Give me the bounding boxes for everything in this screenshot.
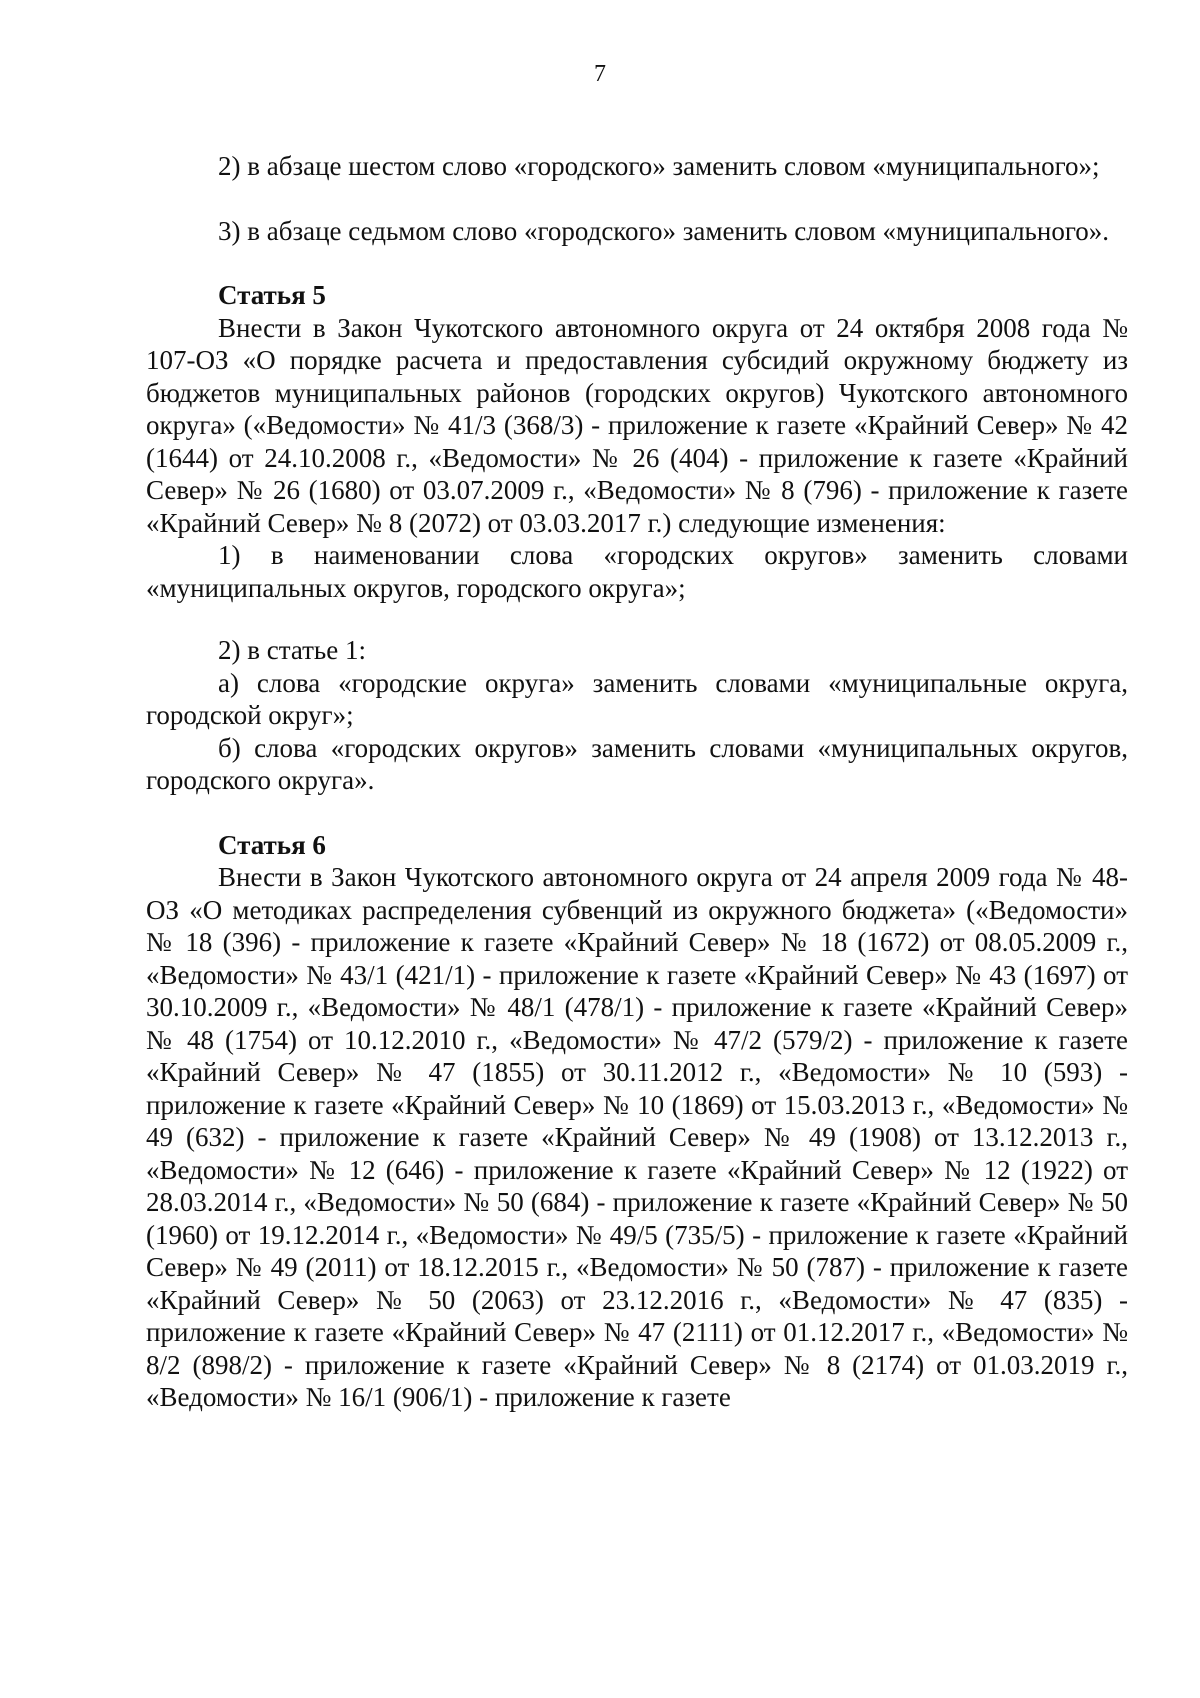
article-6-intro: Внести в Закон Чукотского автономного округа от 24 апреля 2009 года № 48-ОЗ «О методиках распределения субвенций из окружного бюджета» («Ведомости» № 18 (396) - приложение к газете «Крайний Север» № 18 (1672) от 08.05.2009 г., «Ведомости» № 43/1 (421/1) - приложение к газете «Крайний Север» № 43 (1697) от 30.10.2009 г., «Ведомости» № 48/1 (478/1) - приложение к газете «Крайний Север» № 48 (1754) от 10.12.2010 г., «Ведомости» № 47/2 (579/2) - приложение к газете «Крайний Север» № 47 (1855) от 30.11.2012 г., «Ведомости» № 10 (593) - приложение к газете «Крайний Север» № 10 (1869) от 15.03.2013 г., «Ведомости» № 49 (632) - приложение к газете «Крайний Север» № 49 (1908) от 13.12.2013 г., «Ведомости» № 12 (646) - приложение к газете «Крайний Север» № 12 (1922) от 28.03.2014 г., «Ведомости» № 50 (684) - приложение к газете «Крайний Север» № 50 (1960) от 19.12.2014 г., «Ведомости» № 49/5 (735/5) - приложение к газете «Крайний Север» № 49 (2011) от 18.12.2015 г., «Ведомости» № 50 (787) - приложение к газете «Крайний Север» № 50 (2063) от 23.12.2016 г., «Ведомости» № 47 (835) - приложение к газете «Крайний Север» № 47 (2111) от 01.12.2017 г., «Ведомости» № 8/2 (898/2) - приложение к газете «Крайний Север» № 8 (2174) от 01.03.2019 г., «Ведомости» № 16/1 (906/1) - приложение к газете [146, 862, 1128, 1412]
document-body [146, 150, 1128, 1414]
page-number: 7 [594, 61, 606, 87]
article-5-intro: Внести в Закон Чукотского автономного округа от 24 октября 2008 года № 107-ОЗ «О порядке расчета и предоставления субсидий окружному бюджету из бюджетов муниципальных районов (городских округов) Чукотского автономного округа» («Ведомости» № 41/3 (368/3) - приложение к газете «Крайний Север» № 42 (1644) от 24.10.2008 г., «Ведомости» № 26 (404) - приложение к газете «Крайний Север» № 26 (1680) от 03.07.2009 г., «Ведомости» № 8 (796) - приложение к газете «Крайний Север» № 8 (2072) от 03.03.2017 г.) следующие изменения: [146, 312, 1128, 538]
paragraph-item-2: 2) в абзаце шестом слово «городского» заменить словом «муниципального»; [218, 151, 1100, 181]
article-6-heading: Статья 6 [218, 829, 326, 860]
paragraph-item-3: 3) в абзаце седьмом слово «городского» заменить словом «муниципального». [218, 215, 1109, 246]
article-5-item-2a: а) слова «городские округа» заменить словами «муниципальные округа, городской округ»; [146, 667, 1128, 730]
article-5-item-1: 1) в наименовании слова «городских округов» заменить словами «муниципальных округов, городского округа»; [146, 540, 1128, 603]
article-5-item-2b: б) слова «городских округов» заменить словами «муниципальных округов, городского округа». [146, 732, 1128, 795]
article-5-item-2: 2) в статье 1: [218, 635, 366, 665]
article-5-heading: Статья 5 [218, 280, 326, 310]
